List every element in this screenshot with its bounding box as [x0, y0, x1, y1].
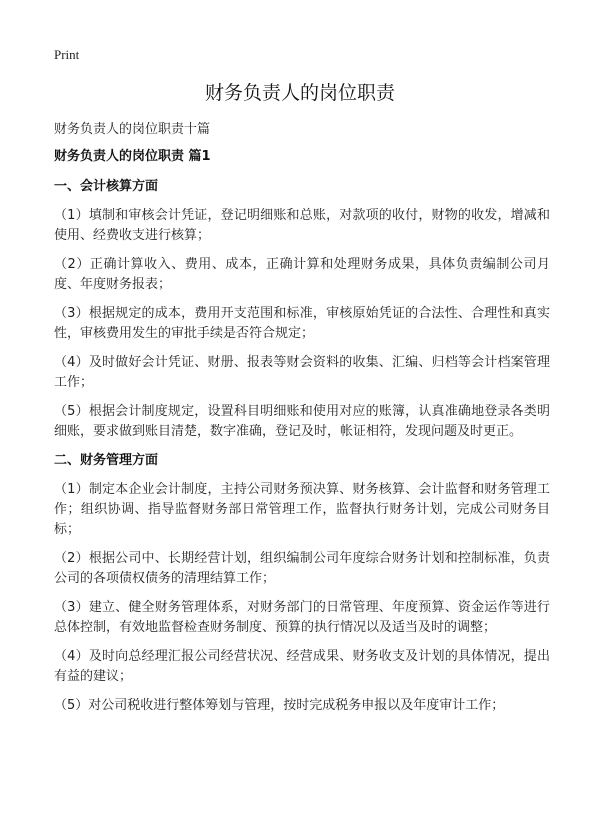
article-content [54, 147, 550, 725]
print-link[interactable]: Print [54, 47, 80, 62]
article-heading: 财务负责人的岗位职责 篇1 [54, 149, 211, 164]
page-title: 财务负责人的岗位职责 [204, 82, 395, 104]
section-heading-finance-management: 二、财务管理方面 [54, 453, 159, 468]
list-item: （4）及时向总经理汇报公司经营状况、经营成果、财务收支及计划的具体情况，提出有益的建议； [54, 649, 550, 684]
list-item: （4）及时做好会计凭证、财册、报表等财会资料的收集、汇编、归档等会计档案管理工作； [54, 355, 550, 390]
section-heading-accounting: 一、会计核算方面 [54, 179, 159, 194]
list-item: （1）制定本企业会计制度，主持公司财务预决算、财务核算、会计监督和财务管理工作；组织协调、指导监督财务部日常管理工作，监督执行财务计划，完成公司财务目标； [54, 482, 550, 537]
subtitle: 财务负责人的岗位职责十篇 [54, 122, 211, 137]
list-item: （3）建立、健全财务管理体系，对财务部门的日常管理、年度预算、资金运作等进行总体控制，有效地监督检查财务制度、预算的执行情况以及适当及时的调整； [54, 600, 550, 635]
list-item: （1）填制和审核会计凭证，登记明细账和总账，对款项的收付，财物的收发，增减和使用、经费收支进行核算； [54, 208, 550, 243]
list-item: （3）根据规定的成本，费用开支范围和标准，审核原始凭证的合法性、合理性和真实性，审核费用发生的审批手续是否符合规定； [54, 306, 550, 341]
list-item: （2）根据公司中、长期经营计划，组织编制公司年度综合财务计划和控制标准，负责公司的各项债权债务的清理结算工作； [54, 551, 550, 586]
list-item: （5）根据会计制度规定，设置科目明细账和使用对应的账簿，认真准确地登录各类明细账，要求做到账目清楚，数字准确，登记及时，帐证相符，发现问题及时更正。 [54, 404, 550, 439]
list-item: （2）正确计算收入、费用、成本，正确计算和处理财务成果，具体负责编制公司月度、年度财务报表； [54, 257, 550, 292]
list-item: （5）对公司税收进行整体筹划与管理，按时完成税务申报以及年度审计工作； [54, 698, 505, 713]
